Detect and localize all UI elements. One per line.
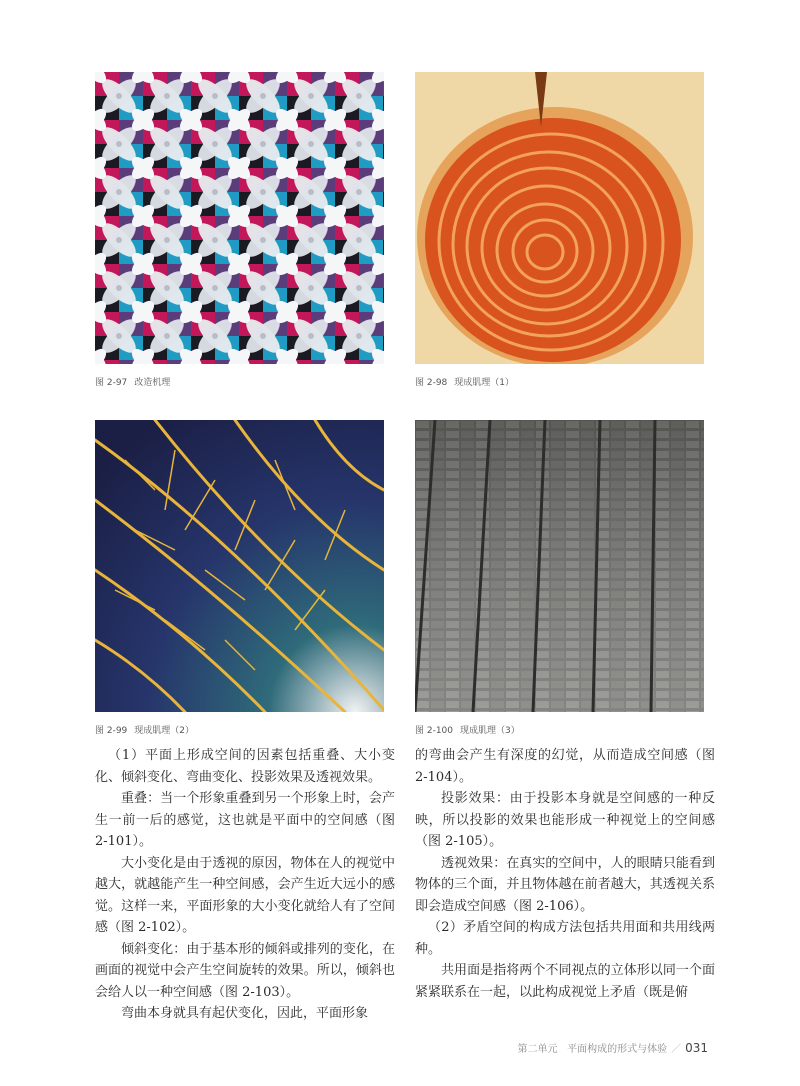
figure-2-100-caption xyxy=(415,723,520,736)
woven-ribbon-texture-icon xyxy=(95,72,384,364)
figure-title: 现成肌理（3） xyxy=(460,726,520,736)
figure-2-97-image xyxy=(95,72,384,364)
paragraph: （2）矛盾空间的构成方法包括共用面和共用线两种。 xyxy=(415,920,715,957)
footer-unit: 第二单元 xyxy=(517,1044,558,1055)
right-text-column xyxy=(415,745,715,1003)
figure-number: 图 2-97 xyxy=(95,378,128,388)
figure-number: 图 2-99 xyxy=(95,726,128,736)
page-footer: 第二单元 平面构成的形式与体验 ／ 031 xyxy=(517,1041,708,1055)
figure-2-98-image xyxy=(415,72,704,364)
left-text-column xyxy=(95,745,395,1025)
figure-2-100-image xyxy=(415,420,704,712)
paragraph: 弯曲本身就具有起伏变化，因此，平面形象 xyxy=(121,1006,369,1021)
paragraph: 共用面是指将两个不同视点的立体形以同一个面紧紧联系在一起，以此构成视觉上矛盾（既是俯 xyxy=(415,963,715,1000)
paragraph: 投影效果：由于投影本身就是空间感的一种反映，所以投影的效果也能形成一种视觉上的空间感（图 2-105）。 xyxy=(415,791,715,849)
figure-number: 图 2-100 xyxy=(415,726,454,736)
paragraph: 透视效果：在真实的空间中，人的眼睛只能看到物体的三个面，并且物体越在前者越大，其透视关系即会造成空间感（图 2-106）。 xyxy=(415,855,715,914)
paragraph: （1）平面上形成空间的因素包括重叠、大小变化、倾斜变化、弯曲变化、投影效果及透视效果。 xyxy=(95,748,395,785)
figure-2-98-caption xyxy=(415,375,514,388)
figure-2-97-caption xyxy=(95,375,170,388)
paragraph: 大小变化是由于透视的原因，物体在人的视觉中越大，就越能产生一种空间感，会产生近大远小的感觉。这样一来，平面形象的大小变化就给人有了空间感（图 2-102）。 xyxy=(95,855,395,935)
cracked-glaze-texture-icon xyxy=(95,420,384,712)
page-number: 031 xyxy=(685,1041,708,1055)
figure-title: 现成肌理（1） xyxy=(454,378,515,388)
paragraph: 的弯曲会产生有深度的幻觉，从而造成空间感（图 2-104）。 xyxy=(415,748,715,785)
tree-rings-texture-icon xyxy=(415,72,704,364)
figure-title: 改造机理 xyxy=(134,378,171,388)
stone-wall-texture-icon xyxy=(415,420,704,712)
figure-2-99-image xyxy=(95,420,384,712)
figure-2-99-caption xyxy=(95,723,194,736)
figure-number: 图 2-98 xyxy=(415,378,448,388)
paragraph: 倾斜变化：由于基本形的倾斜或排列的变化，在画面的视觉中会产生空间旋转的效果。所以，倾斜也会给人以一种空间感（图 2-103）。 xyxy=(95,941,395,1000)
footer-title: 平面构成的形式与体验 xyxy=(567,1044,668,1055)
paragraph: 重叠：当一个形象重叠到另一个形象上时，会产生一前一后的感觉，这也就是平面中的空间感（图 2-101）。 xyxy=(95,791,395,849)
figure-title: 现成肌理（2） xyxy=(134,726,195,736)
